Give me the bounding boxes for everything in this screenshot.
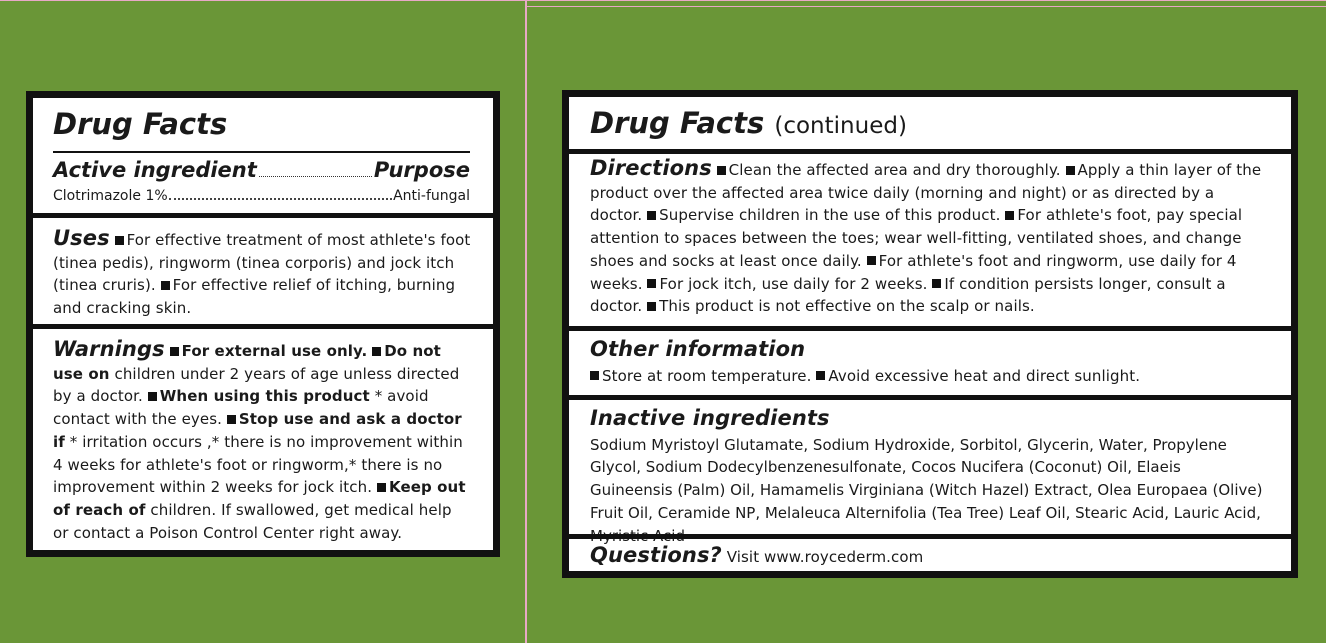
warnings-heading: Warnings bbox=[53, 337, 165, 361]
drug-facts-continued-box bbox=[562, 90, 1298, 578]
keep-out-label: Keep out of reach of bbox=[53, 478, 466, 519]
bullet-icon bbox=[161, 281, 170, 290]
section-divider bbox=[569, 395, 1291, 400]
title-rule bbox=[53, 151, 470, 153]
section-divider bbox=[33, 324, 493, 329]
bullet-icon bbox=[372, 347, 381, 356]
bullet-icon bbox=[867, 256, 876, 265]
questions-heading: Questions? bbox=[590, 543, 722, 567]
section-divider bbox=[569, 326, 1291, 331]
active-ingredient-header-row bbox=[53, 158, 470, 182]
section-divider bbox=[33, 213, 493, 218]
directions-item: Supervise children in the use of this product. bbox=[659, 206, 1001, 225]
directions-item: If condition persists longer, consult a doctor. bbox=[590, 274, 1226, 316]
leader-dots bbox=[259, 176, 372, 177]
uses-item: For effective treatment of most athlete's foot (tinea pedis), ringworm (tinea corporis) and jock itch (tinea cruris). bbox=[53, 231, 471, 295]
purpose-heading: Purpose bbox=[373, 158, 470, 182]
external-use-warning: For external use only. bbox=[181, 342, 368, 360]
directions-section bbox=[590, 157, 1267, 318]
inactive-ingredients-text: Sodium Myristoyl Glutamate, Sodium Hydroxide, Sorbitol, Glycerin, Water, Propylene Glycol, Sodium Dodecylbenzenesulfonate, Cocos Nucifera (Coconut) Oil, Elaeis Guineensis (Palm) Oil, Hamamelis Virginiana (Witch Hazel) Extract, Olea Europaea (Olive) Fruit Oil, Ceramide NP, Melaleuca Alternifolia (Tea Tree) Leaf Oil, Stearic Acid, Lauric Acid, bbox=[590, 435, 1263, 522]
directions-heading: Directions bbox=[590, 156, 712, 180]
questions-text: Visit www.roycederm.com bbox=[726, 548, 924, 566]
directions-item: For athlete's foot, pay special attention to spaces between the toes; wear well-fitting, ventilated shoes, and change shoes and socks at least once daily. bbox=[590, 206, 1243, 270]
directions-item: This product is not effective on the scalp or nails. bbox=[659, 297, 1035, 316]
stop-use-label: Stop use and ask a doctor if bbox=[53, 410, 462, 451]
drug-facts-continued-title bbox=[590, 106, 907, 140]
keep-out-text: children. If swallowed, get medical help or contact a Poison Control Center right away. bbox=[53, 500, 452, 542]
drug-facts-box bbox=[26, 91, 500, 557]
bullet-icon bbox=[816, 371, 825, 380]
uses-section bbox=[53, 227, 471, 320]
section-divider bbox=[569, 534, 1291, 539]
do-not-use-text: children under 2 years of age unless directed by a doctor. bbox=[53, 364, 460, 406]
questions-section bbox=[590, 544, 1267, 569]
ingredient-row bbox=[53, 188, 470, 204]
title-text: Drug Facts bbox=[590, 106, 765, 140]
when-using-label: When using this product bbox=[159, 387, 370, 406]
uses-heading: Uses bbox=[53, 226, 110, 250]
bullet-icon bbox=[932, 279, 941, 288]
other-information-section bbox=[590, 338, 1267, 387]
bullet-icon bbox=[115, 236, 124, 245]
leader-dots bbox=[169, 198, 392, 200]
stop-use-text: * irritation occurs ,* there is no improvement within 4 weeks for athlete's foot or ringworm,* there is no improvement within 2 weeks for jock itch. bbox=[53, 432, 463, 497]
bullet-icon bbox=[717, 166, 726, 175]
inactive-ingredients-heading: Inactive ingredients bbox=[590, 406, 830, 430]
bullet-icon bbox=[1005, 211, 1014, 220]
bullet-icon bbox=[1066, 166, 1075, 175]
active-ingredient-heading: Active ingredient bbox=[53, 158, 257, 182]
bullet-icon bbox=[148, 392, 157, 401]
other-information-list bbox=[590, 365, 1267, 388]
inactive-ingredients-section bbox=[590, 407, 1267, 547]
bullet-icon bbox=[590, 371, 599, 380]
bullet-icon bbox=[227, 415, 236, 424]
bullet-icon bbox=[377, 483, 386, 492]
other-information-item: Avoid excessive heat and direct sunlight. bbox=[828, 366, 1141, 385]
section-divider bbox=[569, 149, 1291, 154]
directions-item: Clean the affected area and dry thoroughly. bbox=[728, 161, 1061, 179]
bullet-icon bbox=[647, 302, 656, 311]
other-information-heading: Other information bbox=[590, 337, 806, 361]
bullet-icon bbox=[170, 347, 179, 356]
drug-facts-title: Drug Facts bbox=[53, 107, 228, 141]
warnings-section bbox=[53, 338, 471, 544]
bullet-icon bbox=[647, 211, 656, 220]
fold-line bbox=[527, 6, 1326, 7]
uses-item: For effective relief of itching, burning and cracking skin. bbox=[53, 276, 456, 318]
directions-item: For athlete's foot and ringworm, use daily for 4 weeks. bbox=[590, 251, 1237, 293]
directions-item: For jock itch, use daily for 2 weeks. bbox=[659, 274, 928, 293]
ingredient-purpose: Anti-fungal bbox=[393, 188, 470, 204]
bullet-icon bbox=[647, 279, 656, 288]
do-not-use-label: Do not use on bbox=[53, 342, 441, 383]
directions-item: Apply a thin layer of the product over the affected area twice daily (morning and night) or as directed by a doctor. bbox=[590, 161, 1262, 225]
when-using-text: * avoid contact with the eyes. bbox=[53, 387, 429, 429]
other-information-item: Store at room temperature. bbox=[602, 366, 812, 385]
ingredient-name: Clotrimazole 1% bbox=[53, 188, 168, 204]
title-suffix: (continued) bbox=[774, 113, 907, 139]
